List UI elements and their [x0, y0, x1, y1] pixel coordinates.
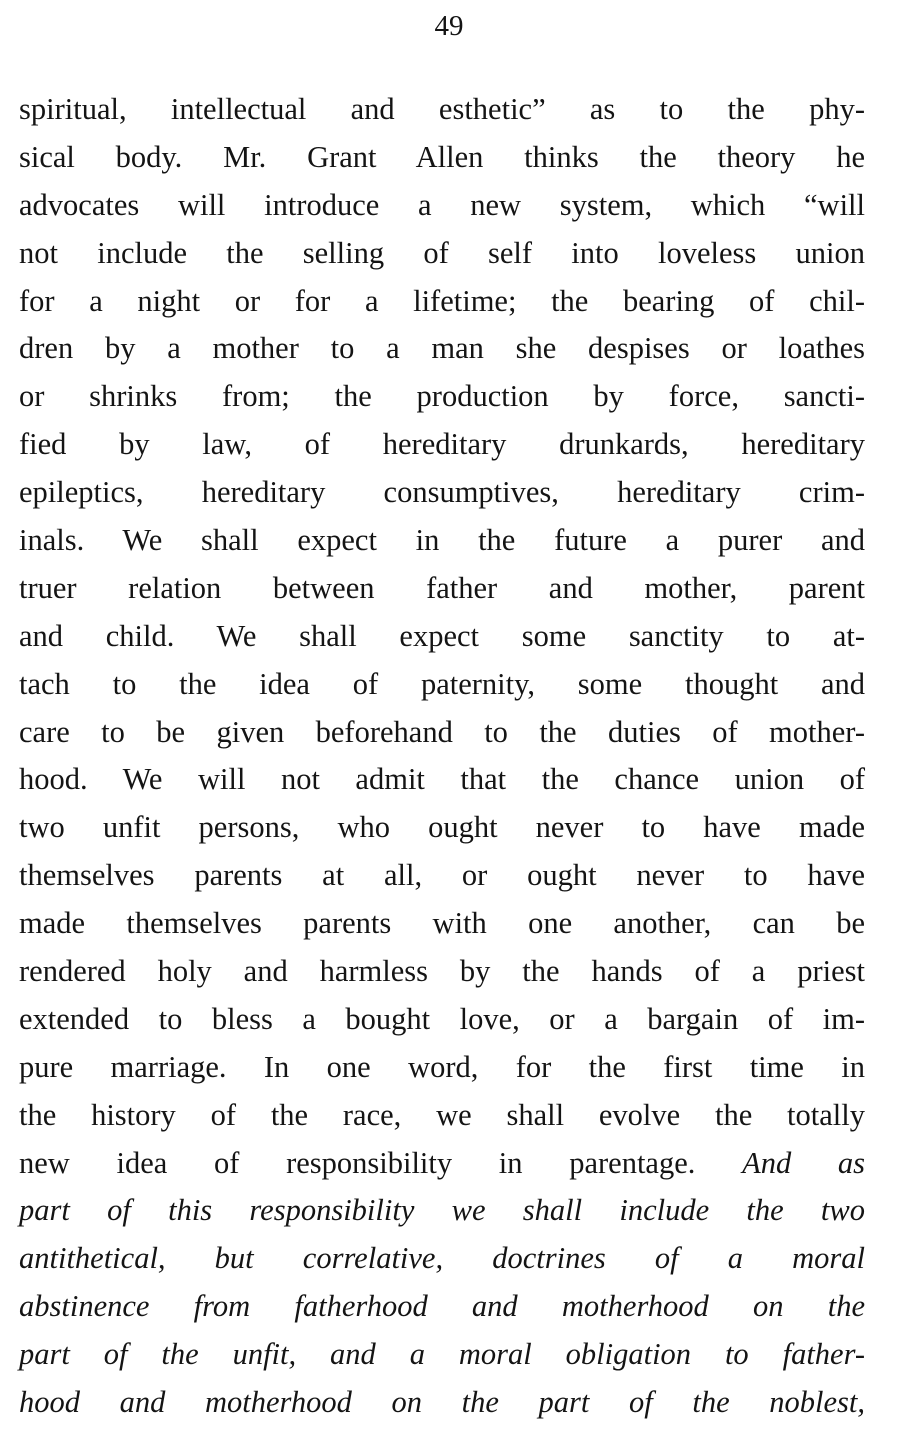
text-line: spiritual, intellectual and esthetic” as to the phy-: [19, 92, 865, 126]
text-line: rendered holy and harmless by the hands of a priest: [19, 954, 865, 989]
text-line: sical body. Mr. Grant Allen thinks the theory he: [19, 139, 865, 174]
text-line: hood. We will not admit that the chance union of: [19, 762, 865, 797]
text-line: or shrinks from; the production by force, sancti-: [19, 379, 865, 414]
text-line: two unfit persons, who ought never to have made: [19, 810, 865, 845]
text-line: pure marriage. In one word, for the first time in: [19, 1049, 865, 1084]
text-line: truer relation between father and mother, parent: [19, 570, 865, 605]
italic-segment: And as: [742, 1145, 866, 1180]
text-line: and child. We shall expect some sanctity to at-: [19, 618, 865, 653]
text-line: for a night or for a lifetime; the bearing of chil-: [19, 283, 865, 318]
italic-text-line: abstinence from fatherhood and motherhood on the: [19, 1289, 865, 1324]
text-line: extended to bless a bought love, or a bargain of im-: [19, 1001, 865, 1036]
italic-text-line: part of this responsibility we shall include the two: [19, 1193, 865, 1228]
italic-text-line: part of the unfit, and a moral obligation to father-: [19, 1337, 865, 1372]
text-line: not include the selling of self into loveless union: [19, 235, 865, 270]
text-line: tach to the idea of paternity, some thought and: [19, 666, 865, 701]
roman-segment: new idea of responsibility in parentage.: [19, 1145, 696, 1180]
text-line: themselves parents at all, or ought never to have: [19, 858, 865, 893]
italic-text-line: antithetical, but correlative, doctrines of a moral: [19, 1241, 865, 1276]
body-text: [19, 86, 865, 1427]
text-line: inals. We shall expect in the future a purer and: [19, 523, 865, 558]
text-line: dren by a mother to a man she despises or loathes: [19, 331, 865, 366]
text-line: epileptics, hereditary consumptives, hereditary crim-: [19, 475, 865, 510]
italic-text-line: hood and motherhood on the part of the noblest,: [19, 1385, 865, 1420]
text-line: advocates will introduce a new system, which “will: [19, 187, 865, 222]
text-line: care to be given beforehand to the duties of mother-: [19, 714, 865, 749]
page-number: 49: [434, 10, 464, 42]
text-line: the history of the race, we shall evolve the totally: [19, 1097, 865, 1132]
text-line: fied by law, of hereditary drunkards, hereditary: [19, 427, 865, 462]
mixed-style-line: [19, 1140, 865, 1188]
text-line: made themselves parents with one another, can be: [19, 906, 865, 941]
